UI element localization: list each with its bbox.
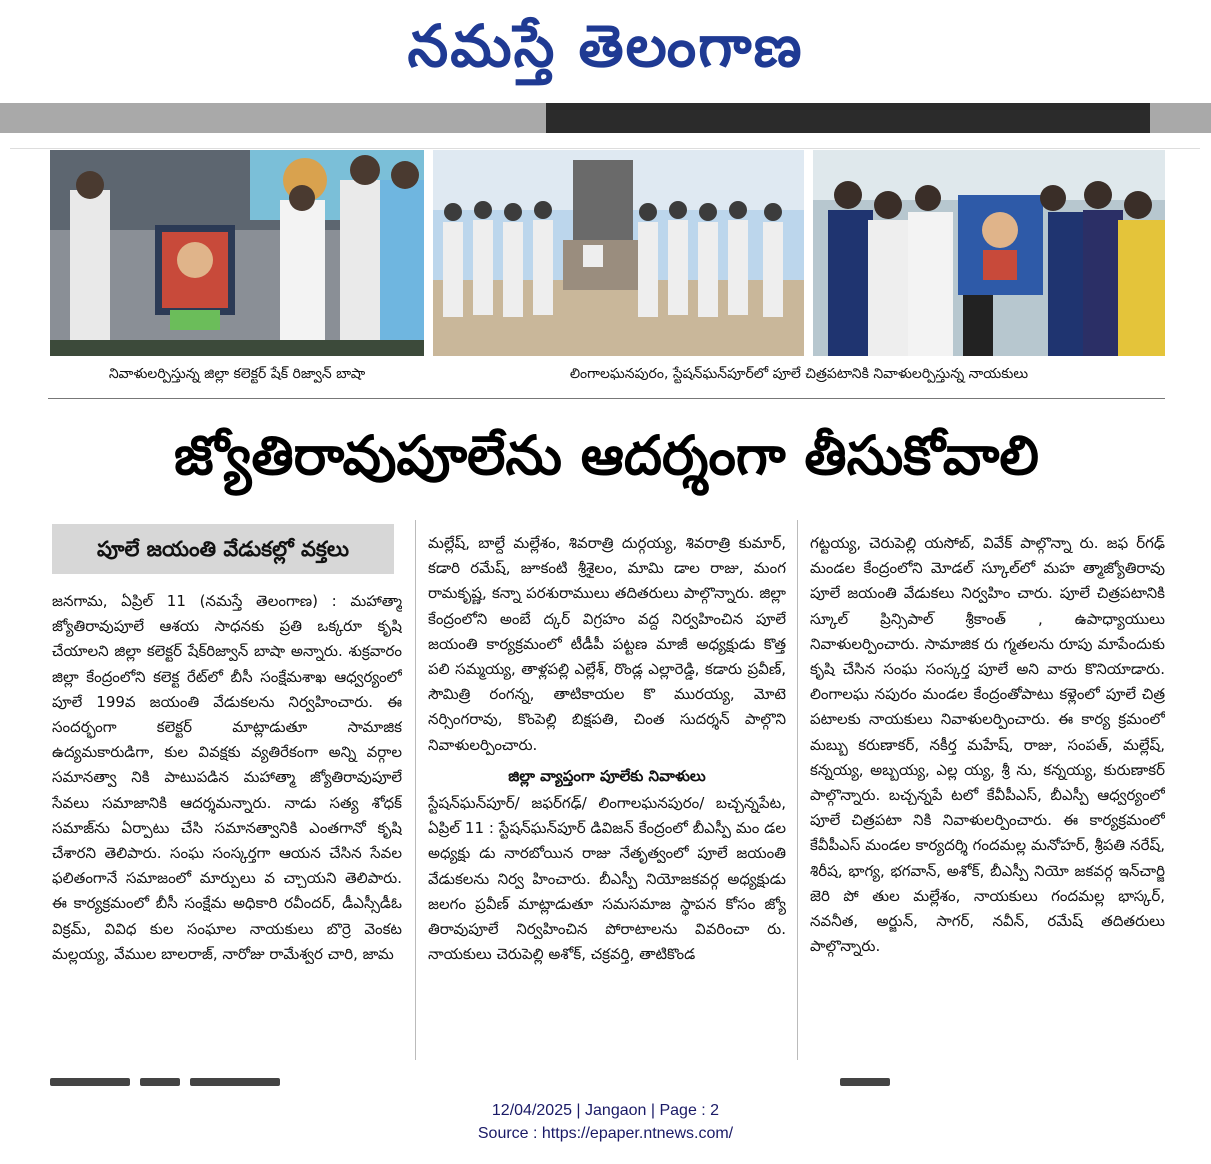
masthead [0,0,1211,100]
subheadline: పూలే జయంతి వేడుకల్లో వక్తలు [52,524,394,574]
article-paragraph: జనగామ, ఏప్రిల్‌ 11 (నమస్తే తెలంగాణ) : మహాత్మా జ్యోతిరావుపూలే ఆశయ సాధనకు ప్రతి ఒక్కరూ కృషి చేయాలని జిల్లా కలెక్టర్‌ షేక్‌రిజ్వాన్‌ బాషా అన్నారు. శుక్రవారం జిల్లా కేంద్రంలోని కలెక్ట రేట్‌లో బీసీ సంక్షేమశాఖ ఆధ్వర్యంలో పూలే 199వ జయంతి వేడుకలను నిర్వహించారు. ఈ సందర్భంగా కలెక్టర్‌ మాట్లాడుతూ సామాజిక ఉద్యమకారుడిగా, కుల వివక్షకు వ్యతిరేకంగా అన్ని వర్గాల సమానత్వా నికి పాటుపడిన మహాత్మా జ్యోతిరావుపూలే సేవలు సమాజానికి ఆదర్శమన్నారు. నాడు సత్య శోధక్‌ సమాజ్‌ను ఏర్పాటు చేసి సమానత్వానికి ఎంతగానో కృషి చేశారని తెలిపారు. సంఘ సంస్కర్తగా ఆయన చేసిన సేవల ఫలితంగానే సమాజంలో మార్పులు వ చ్చాయని తెలిపారు. ఈ కార్యక్రమంలో బీసీ సంక్షేమ అధికారి రవీందర్‌, డీఎస్సీడీఓ విక్రమ్‌, వివిధ కుల సంఘాల నాయకులు బొర్రె వెంకట మల్లయ్య, వేముల బాలరాజ్‌, నారోజు రామేశ్వర చారి, జామ [52,592,402,963]
article-paragraph: మల్లేష్‌, బాల్దే మల్లేశం, శివరాత్రి దుర్గయ్య, శివరాత్రి కుమార్‌, కడారి రమేష్‌, జూకంటి శ్రీశైలం, మామి డాల రాజు, మంగ రామకృష్ణ, కన్నా పరశురాములు తదితరులు పాల్గొన్నారు. జిల్లా కేంద్రంలోని అంబే ద్కర్‌ విగ్రహం వద్ద నిర్వహించిన పూలే జయంతి కార్యక్రమంలో టీడీపీ పట్టణ మాజీ అధ్యక్షుడు కొత్త పలి సమ్మయ్య, తాళ్లపల్లి ఎల్లేశ్‌, రొండ్ల ఎల్లారెడ్డి, కడారు ప్రవీణ్‌, సౌమిత్రి రంగన్న, తాటికాయల కొ మురయ్య, మోటె నర్సింగరావు, కొంపెల్లి బిక్షపతి, చింత సుదర్శన్‌ పాల్గొని నివాళులర్పించారు. [428,534,786,754]
article-paragraph: గట్టయ్య, చెరుపెల్లి యసోబ్‌, వివేక్‌ పాల్గొన్నా రు. జఫ ర్‌గఢ్‌ మండల కేంద్రంలోని మోడల్‌ స్కూల్‌లో మహ త్మాజ్యోతిరావు పూలే జయంతి వేడుకలు నిర్వహిం చారు. పూలే చిత్రపటానికి స్కూల్‌ ప్రిన్సిపాల్‌ శ్రీకాంత్‌ , ఉపాధ్యాయులు నివాళులర్పించారు. సామాజిక రు గ్మతలను రూపు మాపేందుకు కృషి చేసిన సంఘ సంస్కర్త పూలే అని వారు కొనియాడారు. లింగాలఘ నపురం మండల కేంద్రంతోపాటు కళ్లెంలో పూలే చిత్ర పటాలకు నాయకులు నివాళులర్పించారు. ఈ కార్య క్రమంలో మబ్బు కరుణాకర్‌, నకీర్త మహేష్‌, రాజు, సంపత్‌, మల్లేష్‌, కన్నయ్య, అబ్బయ్య, ఎల్ల య్య, శ్రీ ను, కన్నయ్య, కురుణాకర్‌ పాల్గొన్నారు. బచ్చన్నపే టలో కేవీపీఎస్‌, బీఎస్పీ ఆధ్వర్యంలో పూలే చిత్రపటా నికి నివాళులర్పించారు. ఈ కార్యక్రమంలో కేవీపీఎస్‌ మండల కార్యదర్శి గందమల్ల మనోహర్‌, శ్రీపతి నరేష్‌, శిరీష, భాగ్య, భగవాన్‌, అశోక్‌, బీఎస్పీ నియో జకవర్గ ఇన్‌చార్జి జెరి పో తుల మల్లేశం, నాయకులు గందమల్ల భాస్కర్‌, నవనీత, అర్జున్‌, సాగర్‌, నవీన్‌, రమేష్‌ తదితరులు పాల్గొన్నారు. [810,534,1165,956]
article-column-3 [810,531,1165,1059]
article-column-2 [428,531,786,1059]
article-column-1 [52,589,402,1059]
header-band-dark [546,103,1150,133]
masthead-logo: నమస్తే తెలంగాణ [407,12,804,80]
footer-date-line: 12/04/2025 | Jangaon | Page : 2 [491,1102,720,1119]
column-divider [797,520,798,1060]
header-band [0,103,1211,133]
divider [10,148,1200,149]
photo-caption-left: నివాళులర్పిస్తున్న జిల్లా కలెక్టర్‌ షేక్‌ రిజ్వాన్‌ బాషా [108,366,366,382]
photo-lingalaghanpuram-gathering [433,150,804,356]
section-heading: జిల్లా వ్యాప్తంగా పూలేకు నివాళులు [508,766,706,785]
cropped-next-article-strip [40,1072,1200,1086]
divider [48,398,1165,399]
photo-leaders-with-portrait [813,150,1165,356]
headline: జ్యోతిరావుపూలేను ఆదర్శంగా తీసుకోవాలి [174,424,1039,487]
column-divider [415,520,416,1060]
photo-caption-right: లింగాలఘనపురం, స్టేషన్‌ఘన్‌పూర్‌లో పూలే చిత్రపటానికి నివాళులర్పిస్తున్న నాయకులు [569,366,1029,382]
footer-source-link[interactable]: Source : https://epaper.ntnews.com/ [477,1125,734,1142]
photo-collector-tribute [50,150,424,356]
article-paragraph: స్టేషన్‌ఘన్‌పూర్‌/ జఫర్‌గఢ్‌/ లింగాలఘనపురం/ బచ్చన్నపేట, ఏప్రిల్‌ 11 : స్టేషన్‌ఘన్‌పూర్‌ డివిజన్‌ కేంద్రంలో బీఎస్పీ మం డల అధ్యక్షు డు నారబోయిన రాజు నేతృత్వంలో పూలే జయంతి వేడుకలను నిర్వ హించారు. బీఎస్పీ నియోజకవర్గ అధ్యక్షుడు జలగం ప్రవీణ్‌ మాట్లాడుతూ సమసమాజ స్థాపన కోసం జ్యో తిరావుపూలే నిర్వహించిన పోరాటాలను వివరించా రు. నాయకులు చెరుపెల్లి అశోక్‌, చక్రవర్తి, తాటికొండ [428,794,786,964]
